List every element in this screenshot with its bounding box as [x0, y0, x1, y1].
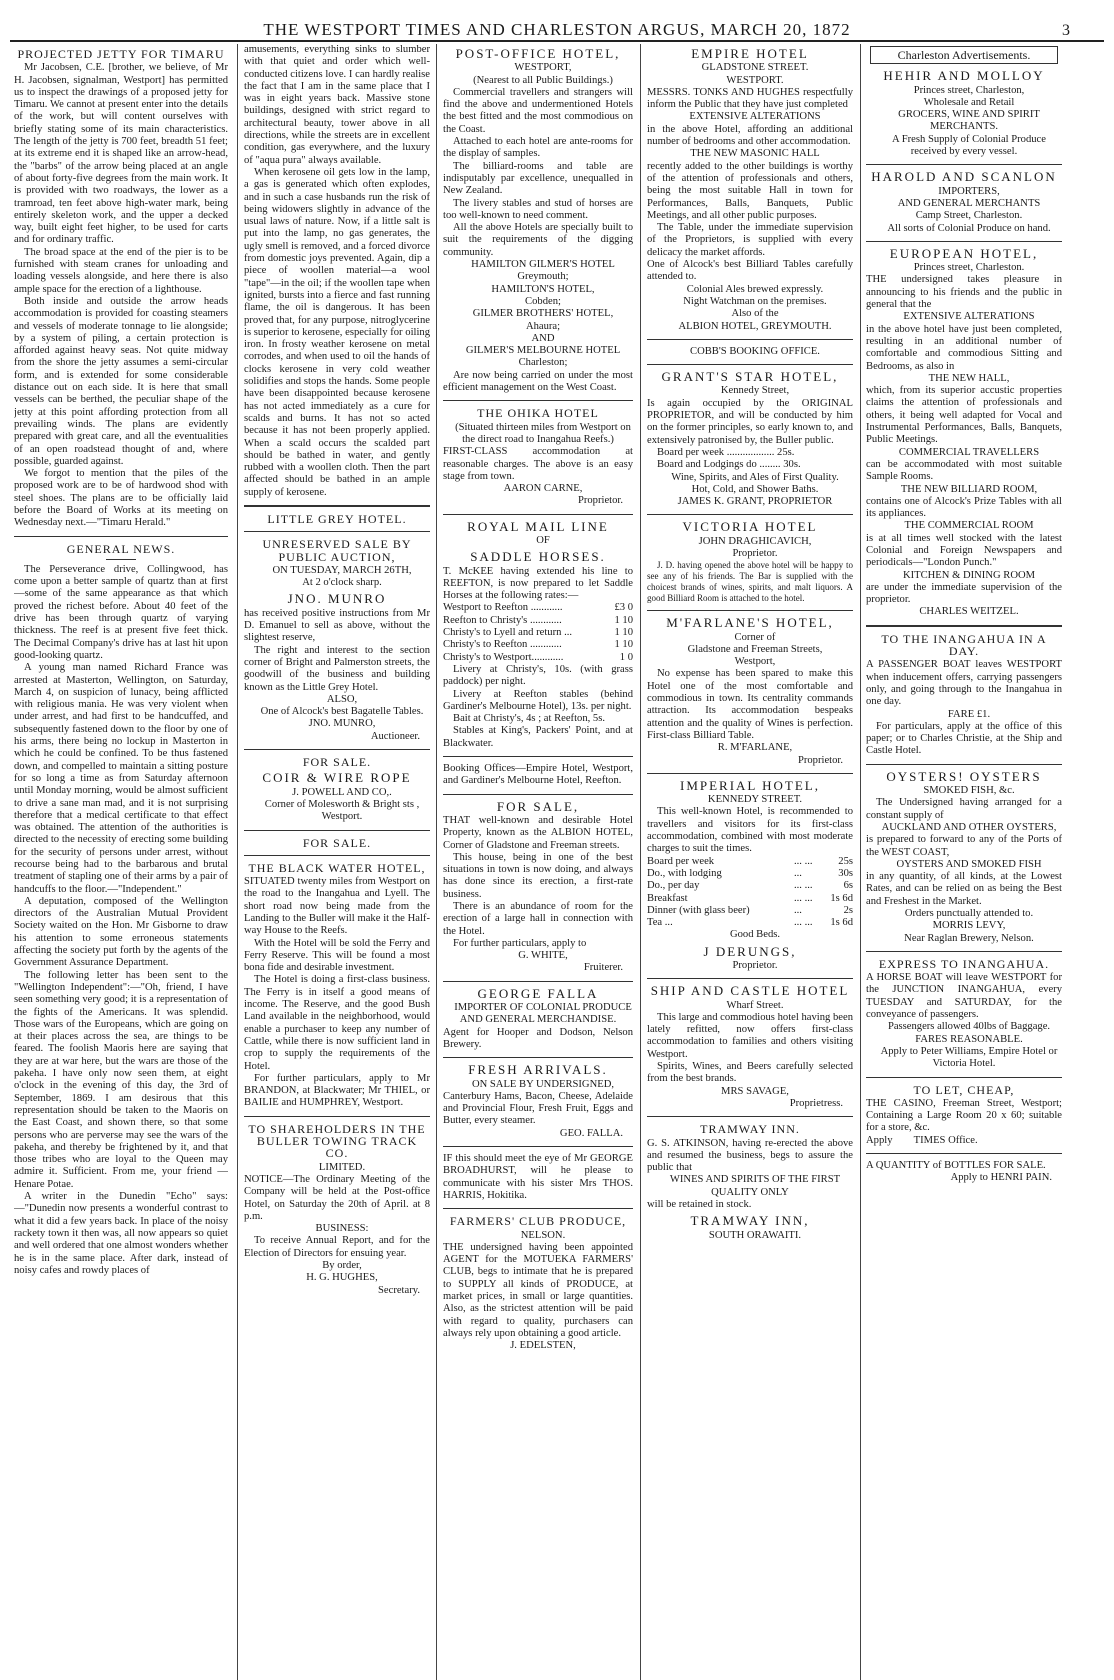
divider — [647, 773, 853, 774]
fare-row — [443, 615, 633, 627]
divider — [866, 625, 1062, 627]
article-paragraph: We forgot to mention that the piles of the proposed work are to be of hardwood shod with steel shoes. The plans are to be officially laid before the Board of Works at its meeting on Wednesday next.—"Timaru Herald." — [14, 468, 228, 529]
ad-signature: CHARLES WEITZEL. — [919, 606, 1019, 618]
rate-value: 6s — [843, 880, 853, 892]
ad-line: Passengers allowed 40lbs of Baggage. — [887, 1021, 1051, 1033]
ad-headline: IMPERIAL HOTEL, — [679, 777, 820, 793]
ad-paragraph: is at all times well stocked with the latest Colonial and Foreign Newspapers and periodicals—"London Punch." — [866, 532, 1062, 569]
rate-item: Do., per day — [647, 880, 700, 892]
ad-line: ALBION HOTEL, GREYMOUTH. — [678, 320, 832, 332]
ad-headline: FARMERS' CLUB PRODUCE, — [449, 1214, 627, 1229]
ad-signature: J DERUNGS, — [703, 943, 797, 959]
divider — [443, 514, 633, 515]
ad-paragraph: For particulars, apply at the office of this paper; or to Charles Christie, at the Ship and Castle Hotel. — [866, 720, 1062, 757]
ad-paragraph: THAT well-known and desirable Hotel Property, known as the ALBION HOTEL, Corner of Gladstone and Freeman streets. — [443, 814, 633, 851]
ad-paragraph: With the Hotel will be sold the Ferry and Ferry Reserve. This will be found a most bona fide and desirable investment. — [244, 937, 430, 974]
ad-headline: THE OHIKA HOTEL — [477, 406, 599, 421]
ad-signature: Proprietor. — [732, 960, 778, 971]
divider — [443, 1057, 633, 1058]
ad-line: Cobden; — [525, 295, 561, 307]
ad-line: THE NEW MASONIC HALL — [690, 148, 820, 160]
ad-headline: FOR SALE. — [302, 755, 372, 770]
divider — [244, 830, 430, 831]
ad-paragraph: Spirits, Wines, and Beers carefully selected from the best brands. — [647, 1061, 853, 1085]
rate-dots: ... ... — [793, 855, 813, 867]
divider — [443, 756, 633, 757]
article-paragraph: The following letter has been sent to the "Wellington Independent":—"Oh, friend, I have seen something very good; it is a representation of the fights of the Americans. It was splendid. Those wars of the Europeans, which are going on at their places across the sea, are things to be feared. The foolish Maoris here are saying that they are at war here, but the wars are those of the pakeha. I have only now seen them, at eight o'clock in the evening of this day, the 3rd of September, 1869. I am desirous that this representation should be taken to the Maoris on the East Coast, and shown there, so that some persons who are perverse may see the wars of the pakeha, and thereby be frightened by it, and that those tribes who are loyal to the Queen may admire it. Sufficient. From me, your friend —Henare Potae. — [14, 969, 228, 1190]
ad-paragraph: A PASSENGER BOAT leaves WESTPORT when inducement offers, carrying passengers only, and going through to the Inangahua in one day. — [866, 659, 1062, 708]
ad-paragraph: Stables at King's, Packers' Point, and at Blackwater. — [443, 725, 633, 749]
ad-line: NELSON. — [520, 1229, 566, 1241]
ad-paragraph: Attached to each hotel are ante-rooms for the display of samples. — [443, 136, 633, 160]
ad-paragraph: in the above hotel have just been completed, resulting in an additional number of comfortable and commodious Sitting and Bedrooms, as also in — [866, 323, 1062, 372]
ad-line: EXTENSIVE ALTERATIONS — [903, 311, 1035, 323]
ad-line: Apply — [866, 1134, 893, 1146]
ad-line: A Fresh Supply of Colonial Produce received by every vessel. — [892, 133, 1046, 158]
ad-signature: G. WHITE, — [518, 950, 568, 962]
rate-row — [647, 905, 853, 917]
article-paragraph: A writer in the Dunedin "Echo" says:—"Dunedin now presents a wonderful contrast to what it did a few years back. In place of the noisy rackety town it then was, all now appears so quiet and well ordered that one almost wonders whether he is in the same place. After dark, instead of noisy cafes and rowdy places of — [14, 1191, 228, 1276]
divider — [866, 164, 1062, 165]
ad-paragraph: This large and commodious hotel having been lately refitted, now offers first-class accommodation to families and others visiting Westport. — [647, 1011, 853, 1060]
ad-headline: HEHIR AND MOLLOY — [883, 68, 1045, 84]
divider — [244, 1116, 430, 1117]
fare-route: Christy's to Lyell and return ... — [443, 627, 573, 639]
rate-item: Dinner (with glass beer) — [647, 904, 750, 916]
divider — [647, 1116, 853, 1117]
ad-line: LIMITED. — [318, 1161, 366, 1173]
ad-line: Kennedy Street, — [720, 385, 790, 397]
ad-paragraph: Bait at Christy's, 4s ; at Reefton, 5s. — [453, 713, 605, 725]
ad-paragraph: recently added to the other buildings is worthy of the attention of professionals and others, being the most suitable Hall in town for Performances, Balls, Banquets, Public Meetings, and all other public purposes. — [647, 160, 853, 221]
fare-route: Christy's to Westport............ — [443, 651, 564, 663]
rate-dots: ... ... — [793, 917, 813, 929]
divider — [443, 981, 633, 982]
ad-signature: H. G. HUGHES, — [306, 1272, 378, 1284]
rate-value: 30s — [838, 867, 853, 879]
rates-table — [647, 856, 853, 930]
ad-paragraph: No expense has been spared to make this Hotel one of the most comfortable and commodious in town. Its centrality commands attraction. Its accommodation bespeaks attention and the quality of Wines is perfection. First-class Billiard Table. — [647, 668, 853, 741]
fare-amount: 1 10 — [614, 639, 633, 651]
ad-line: GILMER BROTHERS' HOTEL, — [472, 308, 614, 320]
section-title: Charleston Advertisements. — [870, 46, 1058, 64]
fare-row — [443, 652, 633, 664]
divider — [244, 531, 430, 532]
ad-paragraph: SITUATED twenty miles from Westport on the road to the Inangahua and Lyell. The short road now being made from the Landing to the Buller will make it the Half-way House to the Reefs. — [244, 876, 430, 937]
rate-row — [647, 893, 853, 905]
ad-paragraph: To receive Annual Report, and for the Election of Directors for ensuing year. — [244, 1235, 430, 1259]
rate-row — [647, 868, 853, 880]
ad-paragraph: Livery at Reefton stables (behind Gardiner's Melbourne Hotel), 13s. per night. — [443, 688, 633, 712]
ad-line: IMPORTER OF COLONIAL PRODUCE AND GENERAL MERCHANDISE. — [454, 1002, 632, 1026]
column-divider — [640, 44, 641, 1680]
rate-value: 25s — [838, 855, 853, 867]
ad-paragraph: MESSRS. TONKS AND HUGHES respectfully inform the Public that they have just completed — [647, 86, 853, 111]
ad-line: Night Watchman on the premises. — [683, 295, 827, 307]
ad-signature: TRAMWAY INN, — [690, 1213, 810, 1229]
ad-line: Wine, Spirits, and Ales of First Quality. — [671, 471, 839, 483]
ad-signature: AARON CARNE, — [503, 483, 583, 495]
rate-row — [647, 880, 853, 892]
ad-signature: MRS SAVAGE, — [721, 1085, 789, 1097]
ad-line: WESTPORT, — [514, 62, 572, 74]
ad-line: GLADSTONE STREET. — [701, 62, 809, 74]
ad-paragraph: Livery at Christy's, 10s. (with grass paddock) per night. — [443, 663, 633, 688]
divider — [244, 749, 430, 750]
divider — [14, 536, 228, 537]
fare-row — [443, 639, 633, 651]
rate-item: Tea ... — [647, 917, 673, 929]
column-divider — [237, 44, 238, 1680]
ad-paragraph: in any quantity, of all kinds, at the Lowest Rates, and can be relied on as being the Best and Freshest in the Market. — [866, 871, 1062, 907]
ad-paragraph: Booking Offices—Empire Hotel, Westport, and Gardiner's Melbourne Hotel, Reefton. — [443, 763, 633, 787]
ad-headline: ROYAL MAIL LINE — [467, 518, 609, 534]
ad-line: Good Beds. — [729, 929, 781, 941]
rate-item: Do., with lodging — [647, 867, 722, 879]
ad-paragraph: THE undersigned having been appointed AGENT for the MOTUEKA FARMERS' CLUB, begs to intimate that he is prepared to SUPPLY all kinds of PRODUCE, at market prices, in small or large quantities. Also, as the strictest attention will be paid with regard to quality, purchasers can always rely upon obtaining a good article. — [443, 1241, 633, 1339]
rate-dots: ... — [793, 904, 802, 916]
ad-signature: JAMES K. GRANT, PROPRIETOR — [677, 496, 833, 508]
ad-headline: TRAMWAY INN. — [700, 1122, 800, 1137]
ad-paragraph: THE undersigned takes pleasure in announcing to his friends and the public in general that the — [866, 274, 1062, 311]
ad-headline: TO SHAREHOLDERS IN THE BULLER TOWING TRACK CO. — [248, 1121, 426, 1161]
column-divider — [436, 44, 437, 1680]
ad-line: Colonial Ales brewed expressly. — [686, 283, 824, 295]
ad-headline: SHIP AND CASTLE HOTEL — [650, 983, 850, 999]
ad-line: BUSINESS: — [315, 1223, 369, 1235]
divider — [866, 241, 1062, 242]
ad-headline: HAROLD AND SCANLON — [871, 169, 1057, 185]
divider — [244, 855, 430, 856]
fare-route: Westport to Reefton ............ — [443, 602, 563, 614]
fare-amount: £3 0 — [614, 602, 633, 614]
ad-line: Corner of Molesworth & Bright sts , — [264, 798, 420, 810]
column-4 — [647, 44, 853, 1680]
ad-line: AND GENERAL MERCHANTS — [897, 197, 1041, 209]
rate-item: Board per week — [647, 855, 715, 867]
ad-paragraph: are under the immediate supervision of the proprietor. — [866, 581, 1062, 606]
ad-line: HAMILTON GILMER'S HOTEL — [471, 259, 615, 271]
ad-headline: SADDLE HORSES. — [470, 549, 606, 565]
column-divider — [860, 44, 861, 1680]
divider — [647, 610, 853, 611]
article-paragraph: Mr Jacobsen, C.E. [brother, we believe, of Mr H. Jacobsen, signalman, Westport] has permitted us to inspect the drawings of a proposed jetty for Timaru. We cannot at present enter into the details of the work, but will content ourselves with briefly stating some of its main characteristics. The length of the jetty is 700 feet, breadth 51 feet; at its extreme end it is shaped like an arrow-head, the "barbs" of the arrow being placed at an angle of about forty-five degrees from the main work. It is provided with two roadways, the lower as a tramroad, ten feet above high-water mark, being entirely skeleton work, and the upper a decked way, built eight feet higher, to be used for carts and for ordinary traffic. — [14, 62, 228, 246]
ad-line: OYSTERS AND SMOKED FISH — [896, 858, 1042, 870]
ad-line: Apply to Peter Williams, Empire Hotel or Victoria Hotel. — [880, 1045, 1058, 1070]
column-5 — [866, 44, 1062, 1680]
ad-line: COBB'S BOOKING OFFICE. — [690, 345, 820, 357]
article-paragraph: The broad space at the end of the pier is to be furnished with steam cranes for unloading and loading vessels alongside, and here there is also ample space for the erection of a lighthouse. — [14, 246, 228, 295]
ad-line: Wholesale and Retail — [923, 96, 1015, 108]
ad-line: WINES AND SPIRITS OF THE FIRST QUALITY ONLY — [669, 1174, 841, 1198]
ad-headline: POST-OFFICE HOTEL, — [455, 46, 621, 61]
ad-line: THE NEW BILLIARD ROOM, — [900, 483, 1038, 495]
ad-headline: EUROPEAN HOTEL, — [889, 245, 1039, 261]
ad-headline: OYSTERS! OYSTERS — [886, 768, 1042, 784]
article-paragraph: The Perseverance drive, Collingwood, has come upon a better sample of quartz than at first—some of the same appearance as that which proved the richest before. About 40 feet of the drive has been through quartz of varying thickness. The reef is at present five feet thick. The Decimal Company's drive has at last hit upon good-looking quartz. — [14, 563, 228, 661]
ad-paragraph: contains one of Alcock's Prize Tables with all its appliances. — [866, 495, 1062, 520]
ad-signature: R. M'FARLANE, — [717, 742, 793, 754]
ad-paragraph: THE CASINO, Freeman Street, Westport; Containing a Large Room 20 x 60; suitable for a store, &c. — [866, 1097, 1062, 1134]
ad-signature: Secretary. — [378, 1284, 420, 1296]
ad-line: KENNEDY STREET. — [707, 794, 803, 806]
divider — [866, 1153, 1062, 1154]
ad-line: Charleston; — [518, 357, 568, 369]
ad-paragraph: The right and interest to the section corner of Bright and Palmerston streets, the goodwill of the business and building known as the Little Grey Hotel. — [244, 644, 430, 693]
ad-line: Orders punctually attended to. — [904, 908, 1034, 919]
divider — [866, 1077, 1062, 1078]
ad-paragraph: in the above Hotel, affording an additional number of bedrooms and other accommodation. — [647, 123, 853, 148]
fare-amount: 1 10 — [614, 614, 633, 626]
ad-line: KITCHEN & DINING ROOM — [902, 569, 1036, 581]
rate-value: 2s — [843, 904, 853, 916]
ad-signature: JNO. MUNRO, — [308, 718, 376, 730]
short-rule — [106, 559, 136, 560]
article-paragraph: A deputation, composed of the Wellington directors of the Australian Mutual Provident Society waited on the Hon. Mr Gisborne to draw his attention to some erroneous statements affecting the society put forth by the agents of the Government Assurance Department. — [14, 895, 228, 969]
divider — [443, 1146, 633, 1147]
ad-paragraph: will be retained in stock. — [647, 1199, 752, 1211]
ad-paragraph: Commercial travellers and strangers will find the above and undermentioned Hotels the best fitted and the most commodious on the Coast. — [443, 86, 633, 135]
ad-line: GROCERS, WINE AND SPIRIT MERCHANTS. — [898, 109, 1040, 133]
ad-signature: GEO. FALLA. — [559, 1127, 623, 1139]
rate-row — [647, 856, 853, 868]
ad-line: FARES REASONABLE. — [915, 1033, 1023, 1045]
ad-line: GILMER'S MELBOURNE HOTEL — [465, 345, 621, 357]
article-paragraph: When kerosene oil gets low in the lamp, a gas is generated which often explodes, and in such a case husbands run the risk of being widowers slightly in advance of the usual laws of nature. Now, if a little salt is put into the lamp, no gas generates, the ugly smell is removed, and a forced divorce from domestic joys prevented. Again, dip a piece of woollen material—a wool "tape"—in the oil; if the woollen tape when ignited, bursts into a fierce and fast running flame, the oil is dangerous. It has been proved that, for any purpose, nitroglycerine is superior to kerosene, especially for oiling iron. In frosty weather kerosene on metal corrodes, and when used to oil the hands of clocks kerosene in very cold weather solidifies and stops the hands. Some people have been disappointed because kerosene has not acted immediately as a cure for scalds and burns. It has not so acted because it has not been properly applied. When a scald occurs the scalded part should be bathed in water, and gently rubbed with a woollen cloth. Then the part affected should be bathed in an ample supply of kerosene. — [244, 166, 430, 498]
ad-paragraph: There is an abundance of room for the erection of a large hall in connection with the Hotel. — [443, 901, 633, 937]
ad-paragraph: G. S. ATKINSON, having re-erected the above and resumed the business, begs to assure the public that — [647, 1137, 853, 1174]
ad-line: Princes street, Charleston. — [913, 262, 1025, 274]
ad-line: Westport, — [734, 656, 776, 668]
article-paragraph: A young man named Richard France was arrested at Masterton, Wellington, on Saturday, March 4, on suspicion of lunacy, being afflicted with religious mania. He was very violent when under arrest, and had first to be handcuffed, and subsequently fastened down to the floor by one of his arms, there being no lockup in Masterton in which he could be confined. To be thus fastened down, and compelled to maintain a sitting posture for so long a time as from Saturday afternoon until Monday morning, would be almost sufficient to drive a sane man mad, and it is not surprising therefore that a medical certificate to that effect was obtained. The attention of the authorities is directed to the necessity of erecting some building for the security of persons under arrest, without recourse being had to the barbarous and brutal treatment of stapling one of their arms by a pair of handcuffs to the floor.—"Independent." — [14, 662, 228, 895]
ad-line: AUCKLAND AND OTHER OYSTERS, — [881, 821, 1057, 833]
rate-row — [647, 917, 853, 929]
ad-paragraph: This well-known Hotel, is recommended to travellers and visitors for its first-class accommodation, combined with most moderate charges to suit the times. — [647, 806, 853, 855]
divider — [443, 400, 633, 401]
fare-row — [443, 627, 633, 639]
ad-line: JOHN DRAGHICAVICH, — [698, 535, 812, 547]
ad-paragraph: The Hotel is doing a first-class business. The Ferry is in itself a good means of income. The Reserve, and the good Bush Land available in the neighborhood, would enable a purchaser to keep any number of Cattle, while there is now sufficient land in crop to supply the requirements of the Hotel. — [244, 974, 430, 1072]
ad-line: IMPORTERS, — [938, 185, 1000, 197]
ad-paragraph: For further particulars, apply to Mr BRANDON, at Blackwater; Mr THIEL, or BAILIE and HUMPHREY, Westport. — [244, 1072, 430, 1109]
rate-dots: ... — [793, 867, 802, 879]
ad-paragraph: is prepared to forward to any of the Ports of the WEST COAST, — [866, 834, 1062, 858]
ad-line: AND — [531, 332, 555, 344]
column-2 — [244, 44, 430, 1680]
divider — [443, 794, 633, 795]
divider — [647, 339, 853, 340]
ad-line: ALSO, — [326, 693, 358, 705]
ad-paragraph: All the above Hotels are specially built to suit the requirements of the digging community. — [443, 222, 633, 258]
ad-paragraph: The Undersigned having arranged for a constant supply of — [866, 797, 1062, 821]
masthead-rule — [10, 40, 1104, 42]
ad-line: By order, — [322, 1260, 362, 1272]
ad-line: Near Raglan Brewery, Nelson. — [904, 932, 1034, 944]
ad-signature: Proprietor. — [577, 495, 623, 507]
ad-paragraph: FIRST-CLASS accommodation at reasonable charges. The above is an easy stage from town. — [443, 446, 633, 482]
ad-line: J. POWELL AND CO,. — [292, 786, 392, 798]
ad-headline: EMPIRE HOTEL — [691, 46, 809, 61]
ad-paragraph: J. D. having opened the above hotel will be happy to see any of his friends. The Bar is supplied with the choicest brands of wines, spirits, and malt liquors. A good Billiard Room is attached to the hotel. — [647, 560, 853, 604]
fare-route: Reefton to Christy's ............ — [443, 614, 562, 626]
ad-headline: FRESH ARRIVALS. — [468, 1062, 608, 1078]
sale-time: At 2 o'clock sharp. — [302, 577, 382, 589]
ad-line: Proprietor. — [732, 547, 778, 559]
fare-row — [443, 602, 633, 614]
sale-date: ON TUESDAY, MARCH 26TH, — [272, 564, 412, 576]
divider — [866, 951, 1062, 952]
auctioneer-name: JNO. MUNRO — [287, 591, 387, 607]
divider — [647, 514, 853, 515]
article-headline: PROJECTED JETTY FOR TIMARU — [17, 47, 225, 61]
column-1 — [14, 44, 228, 1680]
article-paragraph: Both inside and outside the arrow heads accommodation is provided for coasting steamers and vessels of moderate tonnage to lie alongside; by a system of piling, a certain protection is afforded against heavy seas. Not quite midway from the shore the jetty assumes a semi-circular form, and is extended for some considerable distance out on each side. It is here that small vessels can be berthed, the peculiar shape of the jetty at this point affording protection from all prevailing winds. The plans are evidently prepared with great care, and all the eventualities of an open roadstead thought of and, where possible, guarded against. — [14, 295, 228, 467]
ad-line: Corner of — [734, 631, 776, 643]
ad-signature: Proprietor. — [797, 754, 843, 766]
ad-line: Hot, Cold, and Shower Baths. — [691, 483, 819, 495]
ad-line: Board per week .................. 25s. — [657, 446, 795, 458]
divider — [866, 764, 1062, 765]
ad-signature: J. EDELSTEN, — [510, 1340, 576, 1352]
ad-line: All sorts of Colonial Produce on hand. — [887, 222, 1051, 234]
divider — [244, 505, 430, 507]
ad-line: Westport. — [321, 811, 363, 823]
ad-paragraph: This house, being in one of the best situations in town is now doing, and always has done since its erection, a first-rate business. — [443, 851, 633, 900]
article-headline: GENERAL NEWS. — [66, 541, 176, 556]
ad-headline: LITTLE GREY HOTEL. — [267, 511, 407, 526]
ad-paragraph: One of Alcock's best Billiard Tables carefully attended to. — [647, 259, 853, 283]
column-3 — [443, 44, 633, 1680]
ad-paragraph: Are now being carried on under the most efficient management on the West Coast. — [443, 369, 633, 394]
ad-paragraph: Canterbury Hams, Bacon, Cheese, Adelaide and Provincial Flour, Fresh Fruit, Eggs and Butter, every steamer. — [443, 1090, 633, 1127]
ad-line: Ahaura; — [525, 320, 561, 332]
ad-signature: Fruiterer. — [583, 962, 623, 974]
article-paragraph: amusements, everything sinks to slumber with that quiet and order which well-conducted citizens love. I can hardly realise the fact that I am in the same place that I was in eight years back. Massive stone buildings, designed with strict regard to architectural beauty, tower above in all directions, while the streets are in excellent condition, gas everywhere, and the luxury of "aqua pura" always available. — [244, 44, 430, 166]
ad-paragraph: T. McKEE having extended his line to REEFTON, is now prepared to let Saddle Horses at the following rates:— — [443, 565, 633, 602]
ad-line: THE COMMERCIAL ROOM — [904, 520, 1034, 532]
ad-headline: GEORGE FALLA — [477, 985, 599, 1001]
ad-headline: COIR & WIRE ROPE — [262, 770, 412, 786]
rate-dots: ... ... — [793, 880, 813, 892]
ad-line: (Situated thirteen miles from Westport on the direct road to Inangahua Reefs.) — [455, 421, 631, 445]
ad-signature: Proprietress. — [789, 1097, 843, 1109]
ad-line: (Nearest to all Public Buildings.) — [473, 74, 613, 86]
ad-line: COMMERCIAL TRAVELLERS — [898, 446, 1040, 458]
ad-line: Wharf Street. — [726, 999, 784, 1011]
ad-paragraph: The Table, under the immediate supervision of the Proprietors, is supplied with every delicacy the market affords. — [647, 222, 853, 258]
ad-paragraph: NOTICE—The Ordinary Meeting of the Company will be held at the Post-office Hotel, on Saturday the 20th of April. at 8 p.m. — [244, 1173, 430, 1222]
ad-headline: EXPRESS TO INANGAHUA. — [878, 956, 1050, 971]
ad-line: EXTENSIVE ALTERATIONS — [689, 111, 821, 123]
ad-headline: THE BLACK WATER HOTEL, — [248, 860, 426, 875]
ad-paragraph: which, from its superior accustic properties claims the attention of professionals and others, it being well adapted for Vocal and Instrumental Performances, Balls, Banquets, Public Meetings. — [866, 385, 1062, 446]
ad-headline: TO LET, CHEAP, — [913, 1082, 1015, 1097]
ad-headline: FOR SALE. — [302, 835, 372, 850]
ad-line: OF — [536, 534, 550, 546]
rate-item: Breakfast — [647, 892, 688, 904]
ad-headline: VICTORIA HOTEL — [682, 519, 818, 535]
ad-line: Princes street, Charleston, — [913, 84, 1025, 96]
ad-headline: TO THE INANGAHUA IN A DAY. — [881, 631, 1047, 659]
fare-route: Christy's to Reefton ............ — [443, 639, 562, 651]
ad-paragraph: A QUANTITY of BOTTLES FOR SALE. — [866, 1160, 1046, 1172]
ad-line: Gladstone and Freeman Streets, — [687, 643, 823, 655]
ad-line: SOUTH ORAWAITI. — [708, 1229, 802, 1241]
ad-paragraph: can be accommodated with most suitable Sample Rooms. — [866, 458, 1062, 483]
fare-amount: 1 10 — [614, 627, 633, 639]
divider — [647, 364, 853, 365]
ad-paragraph: The billiard-rooms and table are indisputably par excellence, unequalled in New Zealand. — [443, 160, 633, 197]
ad-paragraph: Agent for Hooper and Dodson, Nelson Brewery. — [443, 1026, 633, 1050]
rate-dots: ... ... — [793, 892, 813, 904]
ad-paragraph: IF this should meet the eye of Mr GEORGE BROADHURST, will he please to communicate with his sister Mrs THOS. HARRIS, Hokitika. — [443, 1153, 633, 1201]
ad-line: SMOKED FISH, &c. — [923, 785, 1015, 797]
fare-amount: 1 0 — [619, 651, 633, 663]
ad-line: Also of the — [731, 308, 779, 320]
ad-headline: GRANT'S STAR HOTEL, — [661, 369, 839, 385]
ad-paragraph: has received positive instructions from Mr D. Emanuel to sell as above, without the slightest reserve, — [244, 607, 430, 644]
ad-signature: MORRIS LEVY, — [932, 920, 1006, 932]
ad-headline: FOR SALE, — [496, 798, 580, 814]
ad-paragraph: The livery stables and stud of horses are too well-known to need comment. — [443, 197, 633, 221]
ad-headline: UNRESERVED SALE BY PUBLIC AUCTION, — [262, 537, 412, 564]
divider — [443, 1208, 633, 1209]
ad-line: One of Alcock's best Bagatelle Tables. — [260, 706, 424, 718]
ad-line: TIMES Office. — [913, 1134, 978, 1146]
ad-line: Board and Lodgings do ........ 30s. — [657, 459, 801, 471]
ad-line: FARE £1. — [947, 708, 991, 720]
page-number: 3 — [1062, 22, 1070, 39]
ad-line: HAMILTON'S HOTEL, — [491, 283, 595, 295]
newspaper-title: THE WESTPORT TIMES AND CHARLESTON ARGUS, MARCH 20, 1872 — [263, 20, 851, 39]
ad-paragraph: A HORSE BOAT will leave WESTPORT for the JUNCTION INANGAHUA, every TUESDAY and SATURDAY, for the conveyance of passengers. — [866, 972, 1062, 1021]
ad-headline: M'FARLANE'S HOTEL, — [666, 615, 834, 631]
fare-table — [443, 602, 633, 663]
rate-value: 1s 6d — [830, 917, 853, 929]
ad-line: Camp Street, Charleston. — [915, 210, 1023, 222]
rate-value: 1s 6d — [830, 892, 853, 904]
ad-line: WESTPORT. — [726, 74, 784, 86]
ad-signature: Auctioneer. — [370, 730, 420, 742]
ad-paragraph: For further particulars, apply to — [453, 937, 587, 949]
ad-line: THE NEW HALL, — [928, 372, 1010, 384]
ad-paragraph: Is again occupied by the ORIGINAL PROPRIETOR, and will be conducted by him on the former principles, so early known to, and extensively patronised by, the Buller public. — [647, 397, 853, 446]
ad-line: Greymouth; — [517, 271, 569, 283]
divider — [647, 978, 853, 979]
ad-line: ON SALE BY UNDERSIGNED, — [471, 1078, 615, 1090]
ad-signature: Apply to HENRI PAIN. — [950, 1172, 1052, 1184]
